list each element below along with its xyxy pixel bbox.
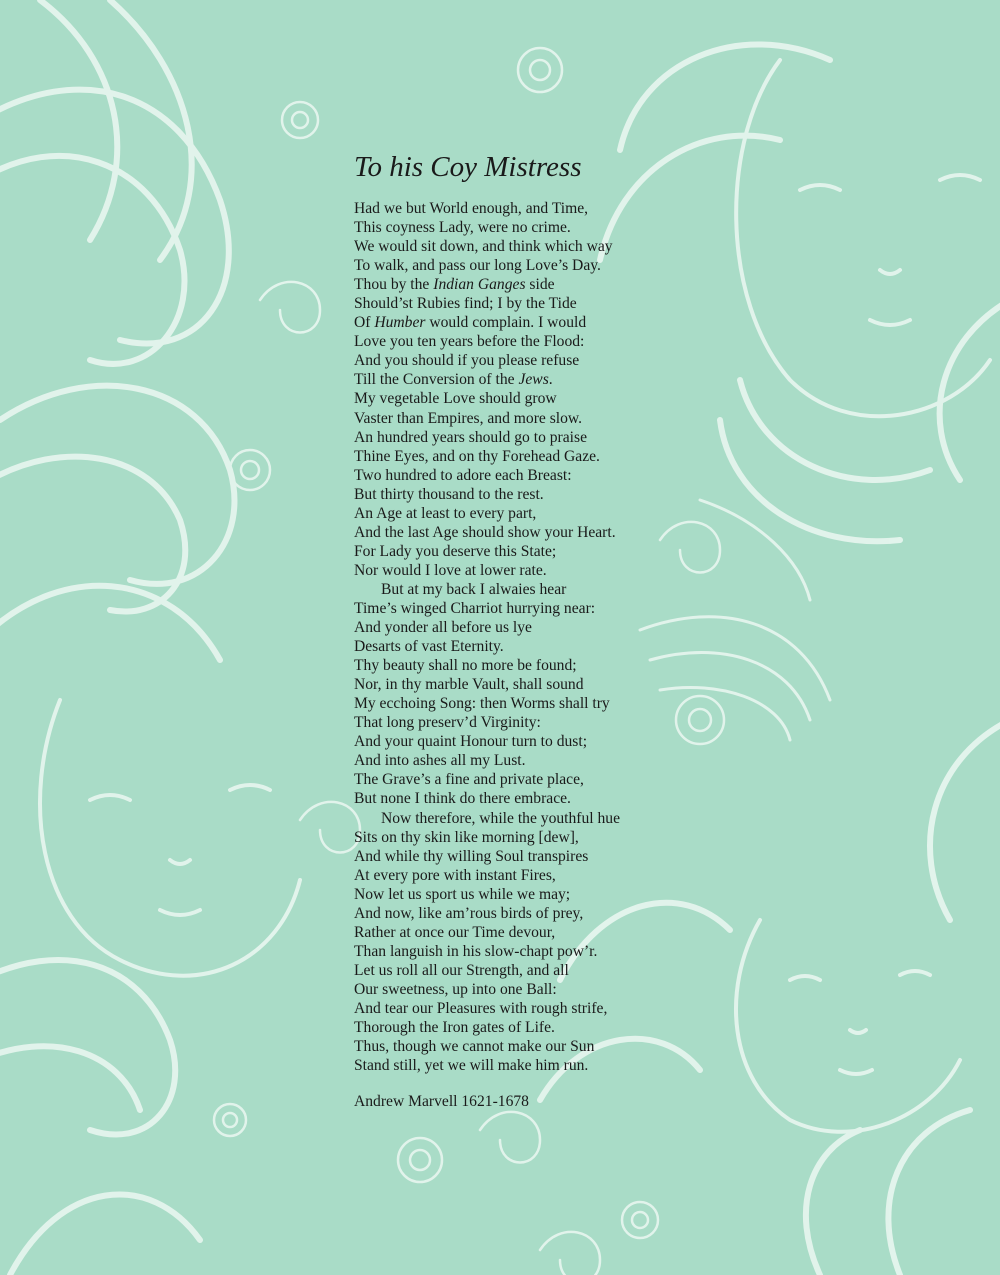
poem-line: Than languish in his slow-chapt pow’r. bbox=[354, 942, 598, 960]
poem-line: Thou by the Indian Ganges side bbox=[354, 276, 555, 294]
poem-lines bbox=[354, 199, 684, 1075]
poem-line: And now, like am’rous birds of prey, bbox=[354, 904, 584, 922]
poem-line: This coyness Lady, were no crime. bbox=[354, 219, 571, 237]
poem-line: Till the Conversion of the Jews. bbox=[354, 371, 553, 389]
poem-line: Now let us sport us while we may; bbox=[354, 885, 571, 903]
poem-line: And while thy willing Soul transpires bbox=[354, 847, 589, 865]
poem-line: Love you ten years before the Flood: bbox=[354, 333, 585, 351]
poem-line: Thine Eyes, and on thy Forehead Gaze. bbox=[354, 447, 600, 465]
poem-line: And into ashes all my Lust. bbox=[354, 752, 526, 770]
poem-line: Vaster than Empires, and more slow. bbox=[354, 409, 583, 427]
poem-line: To walk, and pass our long Love’s Day. bbox=[354, 257, 601, 275]
poem-line: Nor, in thy marble Vault, shall sound bbox=[354, 676, 584, 694]
poem-line: And yonder all before us lye bbox=[354, 619, 532, 637]
poem-line: Had we but World enough, and Time, bbox=[354, 200, 589, 217]
poem-line: Sits on thy skin like morning [dew], bbox=[354, 828, 579, 846]
poem-line: Let us roll all our Strength, and all bbox=[354, 961, 569, 979]
poem-line: Rather at once our Time devour, bbox=[354, 923, 556, 941]
poem-line: We would sit down, and think which way bbox=[354, 238, 613, 256]
poem-title: To his Coy Mistress bbox=[354, 151, 582, 183]
poem-line: Now therefore, while the youthful hue bbox=[381, 809, 621, 827]
italic-name: Jews bbox=[518, 371, 549, 389]
poem-line: The Grave’s a fine and private place, bbox=[354, 771, 584, 789]
poem-line: Time’s winged Charriot hurrying near: bbox=[354, 599, 596, 617]
poem-line: Should’st Rubies find; I by the Tide bbox=[354, 295, 577, 313]
poem-line: Thorough the Iron gates of Life. bbox=[354, 1019, 555, 1037]
poem-line: An hundred years should go to praise bbox=[354, 428, 587, 446]
poem-line: Stand still, yet we will make him run. bbox=[354, 1057, 589, 1075]
italic-name: Indian Ganges bbox=[433, 276, 526, 294]
poem-line: Thy beauty shall no more be found; bbox=[354, 657, 577, 675]
poem-line: And your quaint Honour turn to dust; bbox=[354, 733, 588, 751]
poem-line: An Age at least to every part, bbox=[354, 504, 537, 522]
poem-line: That long preserv’d Virginity: bbox=[354, 714, 541, 732]
poem-line: Thus, though we cannot make our Sun bbox=[354, 1038, 595, 1056]
poem-line: And you should if you please refuse bbox=[354, 352, 580, 370]
poem-line: But thirty thousand to the rest. bbox=[354, 485, 544, 503]
poem-line: Of Humber would complain. I would bbox=[354, 314, 587, 332]
italic-name: Humber bbox=[374, 314, 426, 332]
poem-line: Our sweetness, up into one Ball: bbox=[354, 980, 557, 998]
poem-line: Two hundred to adore each Breast: bbox=[354, 466, 572, 484]
poem-line: And tear our Pleasures with rough strife, bbox=[354, 999, 608, 1017]
poem-line: For Lady you deserve this State; bbox=[354, 542, 557, 560]
poem-line: But none I think do there embrace. bbox=[354, 790, 571, 808]
poem-line: Desarts of vast Eternity. bbox=[354, 638, 504, 656]
poem-line: My ecchoing Song: then Worms shall try bbox=[354, 695, 610, 713]
poem-line: Nor would I love at lower rate. bbox=[354, 561, 547, 579]
poem-author: Andrew Marvell 1621-1678 bbox=[354, 1093, 529, 1111]
poem-block bbox=[354, 150, 684, 1111]
poem-line: My vegetable Love should grow bbox=[354, 390, 557, 408]
poem-line: But at my back I alwaies hear bbox=[381, 580, 567, 598]
poem-line: And the last Age should show your Heart. bbox=[354, 523, 616, 541]
poem-line: At every pore with instant Fires, bbox=[354, 866, 556, 884]
